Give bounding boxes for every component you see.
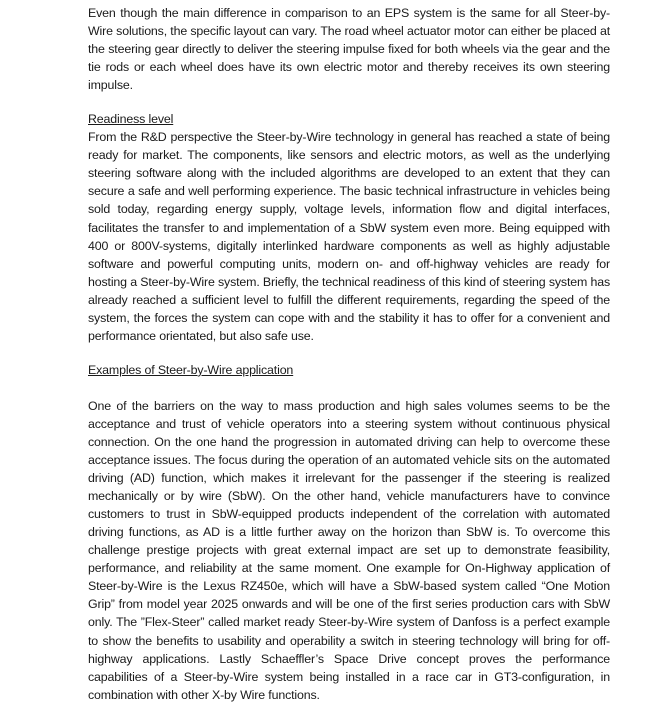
readiness-level-heading: Readiness level <box>88 112 174 127</box>
document-page <box>88 4 610 704</box>
examples-paragraph: One of the barriers on the way to mass production and high sales volumes seems to be the acceptance and trust of vehicle operators into a steering system without continuous physical connection. On the one hand the progression in automated driving can help to overcome these acceptance issues. The focus during the operation of an automated vehicle sits on the automated driving (AD) function, which makes it irrelevant for the passenger if the steering is realized mechanically or by wire (SbW). On the other hand, vehicle manufacturers have to convince customers to trust in SbW-equipped products independent of the correlation with automated driving functions, as AD is a little further away on the horizon than SbW is. To overcome this challenge prestige projects with great external impact are set up to demonstrate feasibility, performance, and reliability at the same moment. One example for On-Highway application of Steer-by-Wire is the Lexus RZ450e, which will have a SbW-based system called “One Motion Grip” from model year 2025 onwards and will be one of the first series production cars with SbW only. The ”Flex-Steer” called market ready Steer-by-Wire system of Danfoss is a perfect example to show the benefits to usability and operability a switch in steering technology will bring for off-highway applications. Lastly Schaeffler’s Space Drive concept proves the performance capabilities of a Steer-by-Wire system being installed in a race car in GT3-configuration, in combination with other X-by Wire functions. <box>88 398 610 702</box>
readiness-level-paragraph: From the R&D perspective the Steer-by-Wire technology in general has reached a state of being ready for market. The components, like sensors and electric motors, as well as the underlying steering software along with the included algorithms are developed to an extent that they can secure a safe and well performing experience. The basic technical infrastructure in vehicles being sold today, regarding energy supply, voltage levels, information flow and digital interfaces, facilitates the transfer to and implementation of a SbW system even more. Being equipped with 400 or 800V-systems, digitally interlinked hardware components as well as highly adjustable software and powerful computing units, modern on- and off-highway vehicles are ready for hosting a Steer-by-Wire system. Briefly, the technical readiness of this kind of steering system has already reached a sufficient level to fulfill the different requirements, regarding the speed of the system, the forces the system can cope with and the stability it has to offer for a convenient and performance orientated, but also safe use. <box>88 130 610 343</box>
intro-paragraph: Even though the main difference in comparison to an EPS system is the same for all Steer-by-Wire solutions, the specific layout can vary. The road wheel actuator motor can either be placed at the steering gear directly to deliver the steering impulse fixed for both wheels via the gear and the tie rods or each wheel does have its own electric motor and thereby receives its own steering impulse. <box>88 6 610 93</box>
examples-heading: Examples of Steer-by-Wire application <box>88 362 294 377</box>
